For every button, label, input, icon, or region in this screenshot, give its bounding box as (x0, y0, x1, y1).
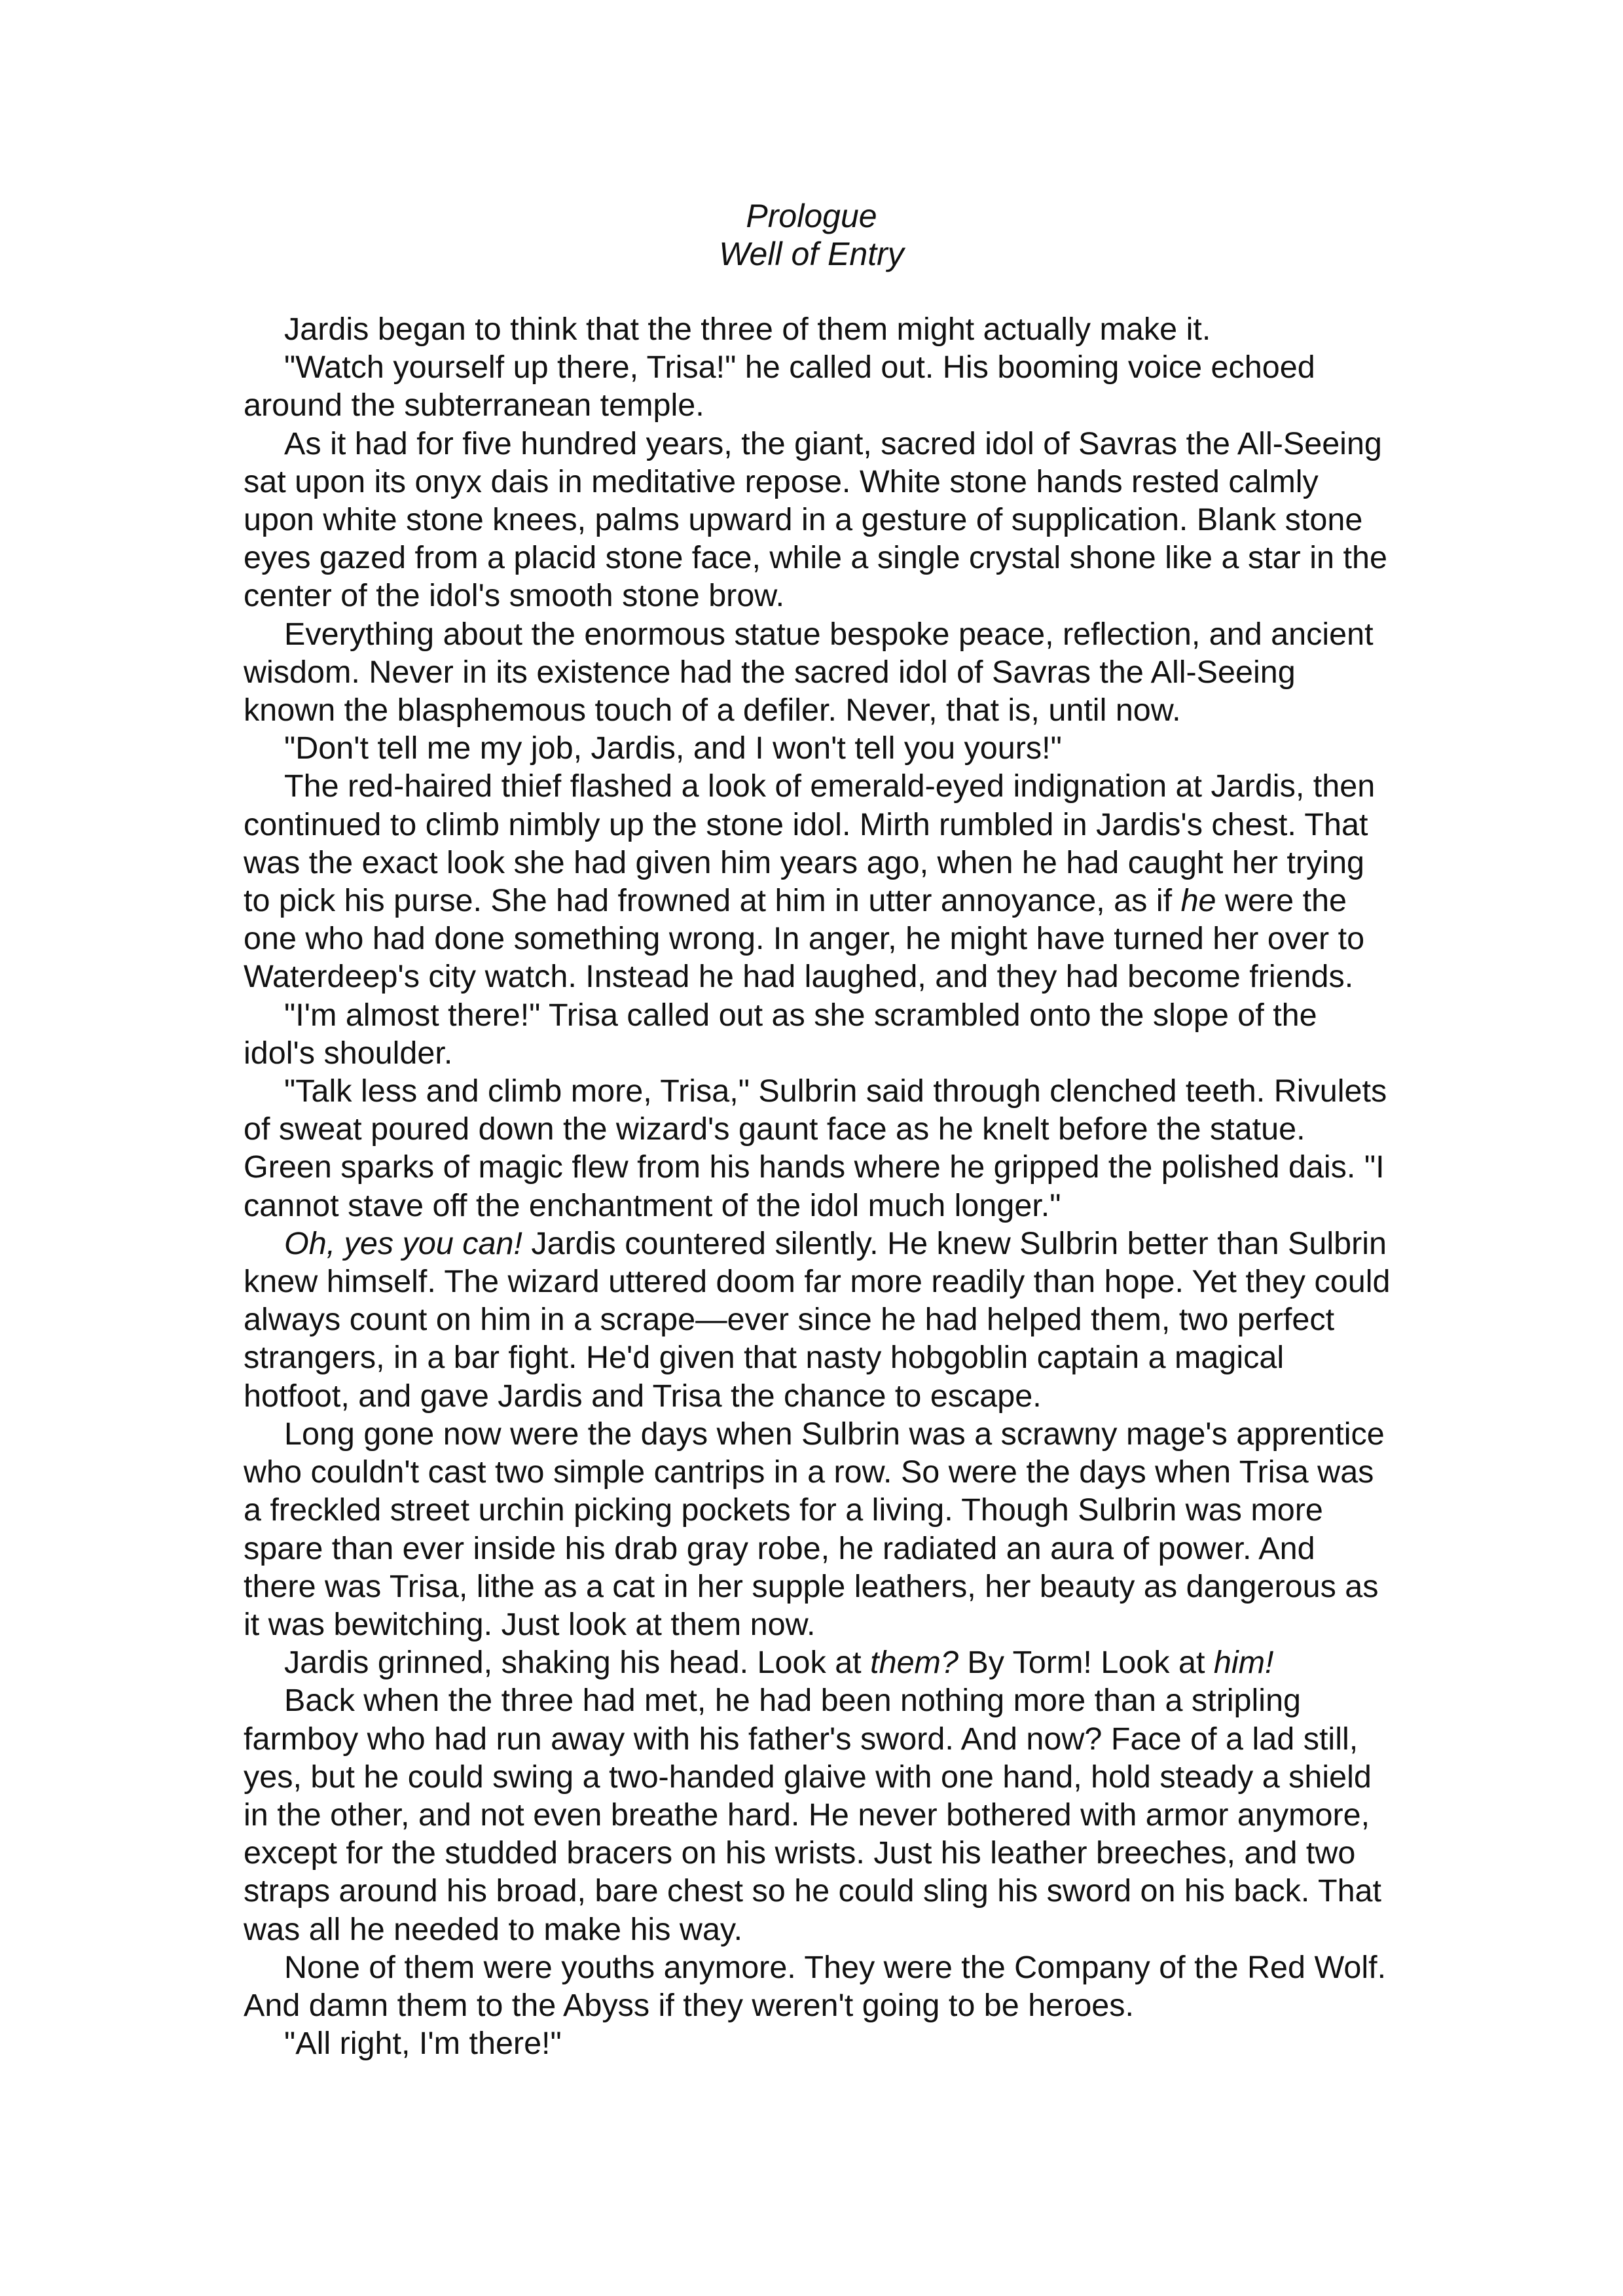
paragraph-text: Long gone now were the days when Sulbrin was a scrawny mage's apprentice who couldn't cast two simple cantrips in a row. So were the days when Trisa was a freckled street urchin picking pockets for a living. Though Sulbrin was more spare than ever inside his drab gray robe, he radiated an aura of power. And there was Trisa, lithe as a cat in her supple leathers, her beauty as dangerous as it was bewitching. Just look at them now. (244, 1416, 1385, 1642)
emphasis: them? (870, 1645, 958, 1681)
paragraph-10 (244, 1415, 1396, 1643)
chapter-title: Prologue (746, 198, 877, 234)
paragraph-text: Jardis grinned, shaking his head. Look at (284, 1645, 871, 1681)
paragraph-12 (244, 1681, 1396, 1948)
paragraph-text: "Talk less and climb more, Trisa," Sulbrin said through clenched teeth. Rivulets of sweat poured down the wizard's gaunt face as he knelt before the statue. Green sparks of magic flew from his hands where he gripped the polished dais. "I cannot stave off the enchantment of the idol much longer." (244, 1073, 1387, 1223)
paragraph-text: "All right, I'm there!" (284, 2026, 562, 2062)
paragraph-text: As it had for five hundred years, the giant, sacred idol of Savras the All-Seeing sat upon its onyx dais in meditative repose. White stone hands rested calmly upon white stone knees, palms upward in a gesture of supplication. Blank stone eyes gazed from a placid stone face, while a single crystal shone like a star in the center of the idol's smooth stone brow. (244, 425, 1387, 614)
paragraph-3 (244, 425, 1396, 615)
paragraph-text: Back when the three had met, he had been nothing more than a stripling farmboy who had run away with his father's sword. And now? Face of a lad still, yes, but he could swing a two-handed glaive with one hand, hold steady a shield in the other, and not even breathe hard. He never bothered with armor anymore, except for the studded bracers on his wrists. Just his leather breeches, and two straps around his broad, bare chest so he could sling his sword on his back. That was all he needed to make his way. (244, 1683, 1381, 1947)
paragraph-1 (244, 310, 1396, 348)
paragraph-14 (244, 2024, 1396, 2062)
paragraph-6 (244, 767, 1396, 996)
emphasis: he (1180, 883, 1216, 919)
paragraph-13 (244, 1948, 1396, 2024)
paragraph-text: Jardis countered silently. He knew Sulbrin better than Sulbrin knew himself. The wizard uttered doom far more readily than hope. Yet they could always count on him in a scrape—ever since he had helped them, two perfect strangers, in a bar fight. He'd given that nasty hobgoblin captain a magical hotfoot, and gave Jardis and Trisa the chance to escape. (244, 1225, 1391, 1414)
chapter-subtitle: Well of Entry (719, 236, 904, 272)
paragraph-text: By Torm! Look at (958, 1645, 1214, 1681)
paragraph-text: "Watch yourself up there, Trisa!" he called out. His booming voice echoed around the subterranean temple. (244, 350, 1315, 423)
paragraph-text: The red-haired thief flashed a look of emerald-eyed indignation at Jardis, then continued to climb nimbly up the stone idol. Mirth rumbled in Jardis's chest. That was the exact look she had given him years ago, when he had caught her trying to pick his purse. She had frowned at him in utter annoyance, as if (244, 768, 1376, 919)
paragraph-text: "I'm almost there!" Trisa called out as she scrambled onto the slope of the idol's shoulder. (244, 997, 1317, 1071)
paragraph-text: "Don't tell me my job, Jardis, and I won't tell you yours!" (284, 730, 1062, 766)
paragraph-text: were the one who had done something wrong. In anger, he might have turned her over to Waterdeep's city watch. Instead he had laughed, and they had become friends. (244, 883, 1365, 995)
paragraph-5 (244, 729, 1396, 767)
paragraph-4 (244, 615, 1396, 730)
emphasis: him! (1213, 1645, 1274, 1681)
paragraph-7 (244, 996, 1396, 1072)
prose-body (244, 310, 1396, 2062)
paragraph-11 (244, 1643, 1396, 1681)
paragraph-text: Jardis began to think that the three of them might actually make it. (284, 312, 1211, 347)
paragraph-9 (244, 1225, 1396, 1415)
paragraph-8 (244, 1072, 1396, 1225)
paragraph-text: None of them were youths anymore. They were the Company of the Red Wolf. And damn them to the Abyss if they weren't going to be heroes. (244, 1949, 1387, 2023)
paragraph-text: Everything about the enormous statue bespoke peace, reflection, and ancient wisdom. Never in its existence had the sacred idol of Savras the All-Seeing known the blasphemous touch of a defiler. Never, that is, until now. (244, 616, 1374, 728)
paragraph-2 (244, 348, 1396, 424)
emphasis: Oh, yes you can! (284, 1225, 522, 1261)
